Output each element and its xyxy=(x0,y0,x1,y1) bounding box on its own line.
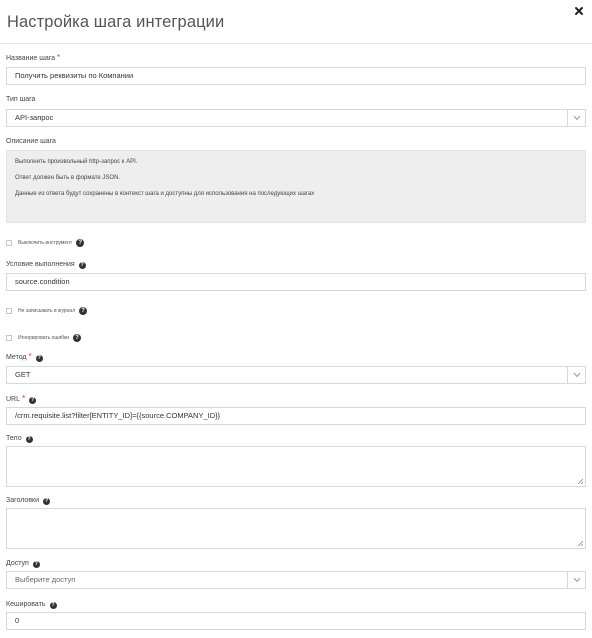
body-textarea[interactable] xyxy=(6,446,586,487)
required-mark: * xyxy=(28,352,32,361)
headers-label: Заголовки ? xyxy=(6,497,49,504)
condition-label: Условие выполнения ? xyxy=(6,261,84,268)
description-line: Данные из ответа будут сохранены в контекст шага и доступны для использования на последующих шагах xyxy=(15,191,315,197)
method-label: Метод * ? xyxy=(6,352,41,361)
headers-textarea[interactable] xyxy=(6,508,586,549)
method-value: GET xyxy=(15,370,31,379)
ignore-errors-checkbox[interactable] xyxy=(6,335,12,341)
resize-grip-icon[interactable] xyxy=(577,540,583,546)
step-name-label: Название шага * xyxy=(6,53,61,62)
modal-header xyxy=(0,0,592,44)
close-icon[interactable] xyxy=(573,5,585,17)
method-select[interactable] xyxy=(6,366,586,384)
access-label: Доступ ? xyxy=(6,560,38,567)
disable-tool-checkbox[interactable] xyxy=(6,240,12,246)
help-icon[interactable]: ? xyxy=(30,397,35,403)
required-mark: * xyxy=(22,394,26,403)
no-log-label: Не записывать в журнал xyxy=(18,308,76,314)
step-type-select[interactable] xyxy=(6,109,586,127)
chevron-down-icon[interactable] xyxy=(567,110,585,126)
help-icon[interactable]: ? xyxy=(44,498,49,504)
help-icon[interactable]: ? xyxy=(51,602,55,608)
chevron-down-icon[interactable] xyxy=(567,572,585,588)
description-box xyxy=(6,150,586,223)
help-icon[interactable]: ? xyxy=(27,436,31,442)
no-log-row xyxy=(6,306,87,316)
url-input[interactable]: /crm.requisite.list?filter[ENTITY_ID]={{source.COMPANY_ID}} xyxy=(6,407,586,425)
ignore-errors-row xyxy=(6,333,81,343)
help-icon[interactable]: ? xyxy=(73,334,81,342)
disable-tool-row xyxy=(6,238,84,248)
description-line: Ответ должен быть в формате JSON. xyxy=(15,175,121,181)
access-placeholder: Выберите доступ xyxy=(15,575,76,584)
required-mark: * xyxy=(57,53,61,62)
body-label: Тело ? xyxy=(6,435,31,442)
help-icon[interactable]: ? xyxy=(34,561,38,567)
help-icon[interactable]: ? xyxy=(79,307,87,315)
step-type-label: Тип шага xyxy=(6,96,36,103)
help-icon[interactable]: ? xyxy=(37,355,41,361)
help-icon[interactable]: ? xyxy=(80,262,84,268)
step-type-value: API-запрос xyxy=(15,113,54,122)
condition-input[interactable]: source.condition xyxy=(6,273,586,291)
modal-title: Настройка шага интеграции xyxy=(7,13,225,31)
access-select[interactable] xyxy=(6,571,586,589)
cache-input[interactable]: 0 xyxy=(6,612,586,630)
disable-tool-label: Выключить инструмент xyxy=(18,240,73,246)
ignore-errors-label: Игнорировать ошибки xyxy=(18,335,70,341)
chevron-down-icon[interactable] xyxy=(567,367,585,383)
step-name-input[interactable]: Получить реквизиты по Компании xyxy=(6,67,586,85)
resize-grip-icon[interactable] xyxy=(577,478,583,484)
no-log-checkbox[interactable] xyxy=(6,308,12,314)
url-label: URL * ? xyxy=(6,394,35,403)
help-icon[interactable]: ? xyxy=(76,239,84,247)
description-line: Выполнить произвольный http-запрос к API. xyxy=(15,159,138,165)
description-label: Описание шага xyxy=(6,138,56,145)
cache-label: Кешировать ? xyxy=(6,601,55,608)
